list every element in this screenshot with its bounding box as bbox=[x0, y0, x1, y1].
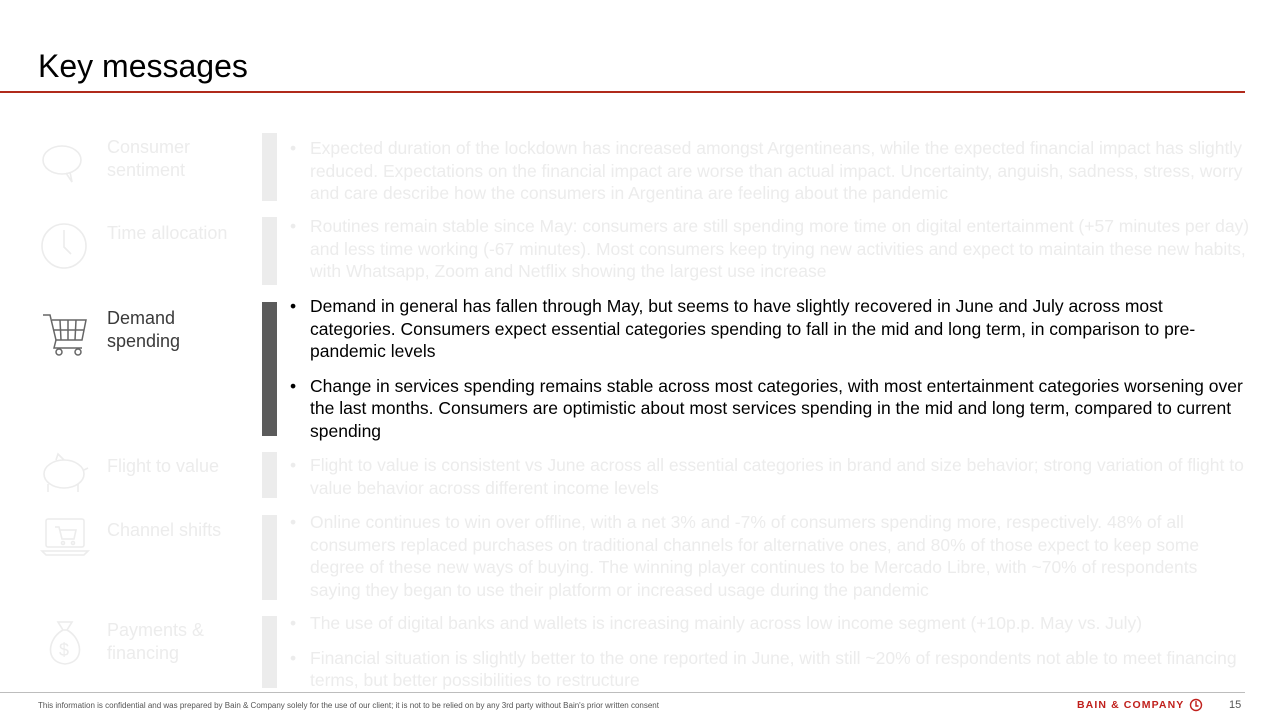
section-bar bbox=[262, 217, 277, 285]
bullet-list bbox=[290, 137, 1250, 217]
label-line: Consumer bbox=[107, 137, 191, 157]
section-label bbox=[107, 619, 257, 665]
bullet-item: • Expected duration of the lockdown has increased amongst Argentineans, while the expected financial impact has slightly reduced. Expectations on the financial impact are worse than actual impact. Uncertainty, anguish, sadness, stress, worry and care describe how the consumers in Argentina are feeling about the pandemic bbox=[290, 137, 1250, 205]
section-label bbox=[107, 519, 257, 542]
confidentiality-disclaimer: This information is confidential and was prepared by Bain & Company solely for the use of our client; it is not to be relied on by any 3rd party without Bain's prior written consent bbox=[38, 701, 659, 710]
bullet-item: • Online continues to win over offline, with a net 3% and -7% of consumers spending more, respectively. 48% of all consumers replaced purchases on traditional channels for alternative ones, and 80% of those expect to keep some degree of these new ways of buying. The winning player continues to be Mercado Libre, with ~70% of respondents saying they began to use their platform or increased usage during the pandemic bbox=[290, 511, 1250, 601]
svg-text:$: $ bbox=[59, 640, 70, 660]
section-bar bbox=[262, 302, 277, 436]
label-line: Payments & bbox=[107, 620, 205, 640]
shopping-cart-icon bbox=[40, 310, 90, 360]
page-number: 15 bbox=[1229, 699, 1242, 711]
speech-bubble-icon bbox=[40, 138, 90, 188]
label-line: Flight to value bbox=[107, 456, 220, 476]
bullet-item: • Flight to value is consistent vs June across all essential categories in brand and size behavior; strong variation of flight to value behavior across different income levels bbox=[290, 454, 1250, 499]
label-line: Demand bbox=[107, 308, 176, 328]
section-label bbox=[107, 222, 257, 245]
laptop-cart-icon bbox=[40, 513, 90, 563]
label-line: Time allocation bbox=[107, 223, 228, 243]
bullet-list bbox=[290, 215, 1250, 295]
section-label bbox=[107, 307, 257, 353]
bullet-item: • Routines remain stable since May: consumers are still spending more time on digital entertainment (+57 minutes per day) and less time working (-67 minutes). Most consumers keep trying new activities and expect to maintain these new habits, with Whatsapp, Zoom and Netflix showing the largest use increase bbox=[290, 215, 1250, 283]
footer-divider bbox=[0, 692, 1245, 693]
label-line: financing bbox=[107, 643, 180, 663]
bullet-list bbox=[290, 511, 1250, 613]
money-bag-icon bbox=[40, 618, 90, 668]
bullet-list bbox=[290, 295, 1250, 454]
title-divider bbox=[0, 91, 1245, 93]
section-bar bbox=[262, 133, 277, 201]
bullet-list bbox=[290, 612, 1250, 704]
company-logo bbox=[1077, 698, 1203, 712]
logo-text: BAIN & COMPANY bbox=[1077, 699, 1185, 711]
page-title: Key messages bbox=[38, 48, 248, 84]
bullet-item: • Financial situation is slightly better to the one reported in June, with still ~20% of respondents not able to meet financing terms, but better possibilities to restructure bbox=[290, 647, 1250, 692]
logo-mark-icon bbox=[1189, 698, 1203, 712]
bullet-item: • Demand in general has fallen through May, but seems to have slightly recovered in June and July across most categories. Consumers expect essential categories spending to fall in the mid and long term, in comparison to pre-pandemic levels bbox=[290, 295, 1250, 363]
clock-icon bbox=[40, 220, 90, 270]
section-bar bbox=[262, 452, 277, 498]
bullet-item: • The use of digital banks and wallets is increasing mainly across low income segment (+10p.p. May vs. July) bbox=[290, 612, 1250, 635]
label-line: Channel shifts bbox=[107, 520, 222, 540]
section-label bbox=[107, 136, 257, 182]
section-label bbox=[107, 455, 257, 478]
label-line: sentiment bbox=[107, 160, 186, 180]
bullet-list bbox=[290, 454, 1250, 511]
section-bar bbox=[262, 515, 277, 600]
section-bar bbox=[262, 616, 277, 688]
label-line: spending bbox=[107, 331, 181, 351]
piggy-bank-icon bbox=[40, 450, 90, 500]
bullet-item: • Change in services spending remains stable across most categories, with most entertainment categories worsening over the last months. Consumers are optimistic about most services spending in the mid and long term, compared to current spending bbox=[290, 375, 1250, 443]
